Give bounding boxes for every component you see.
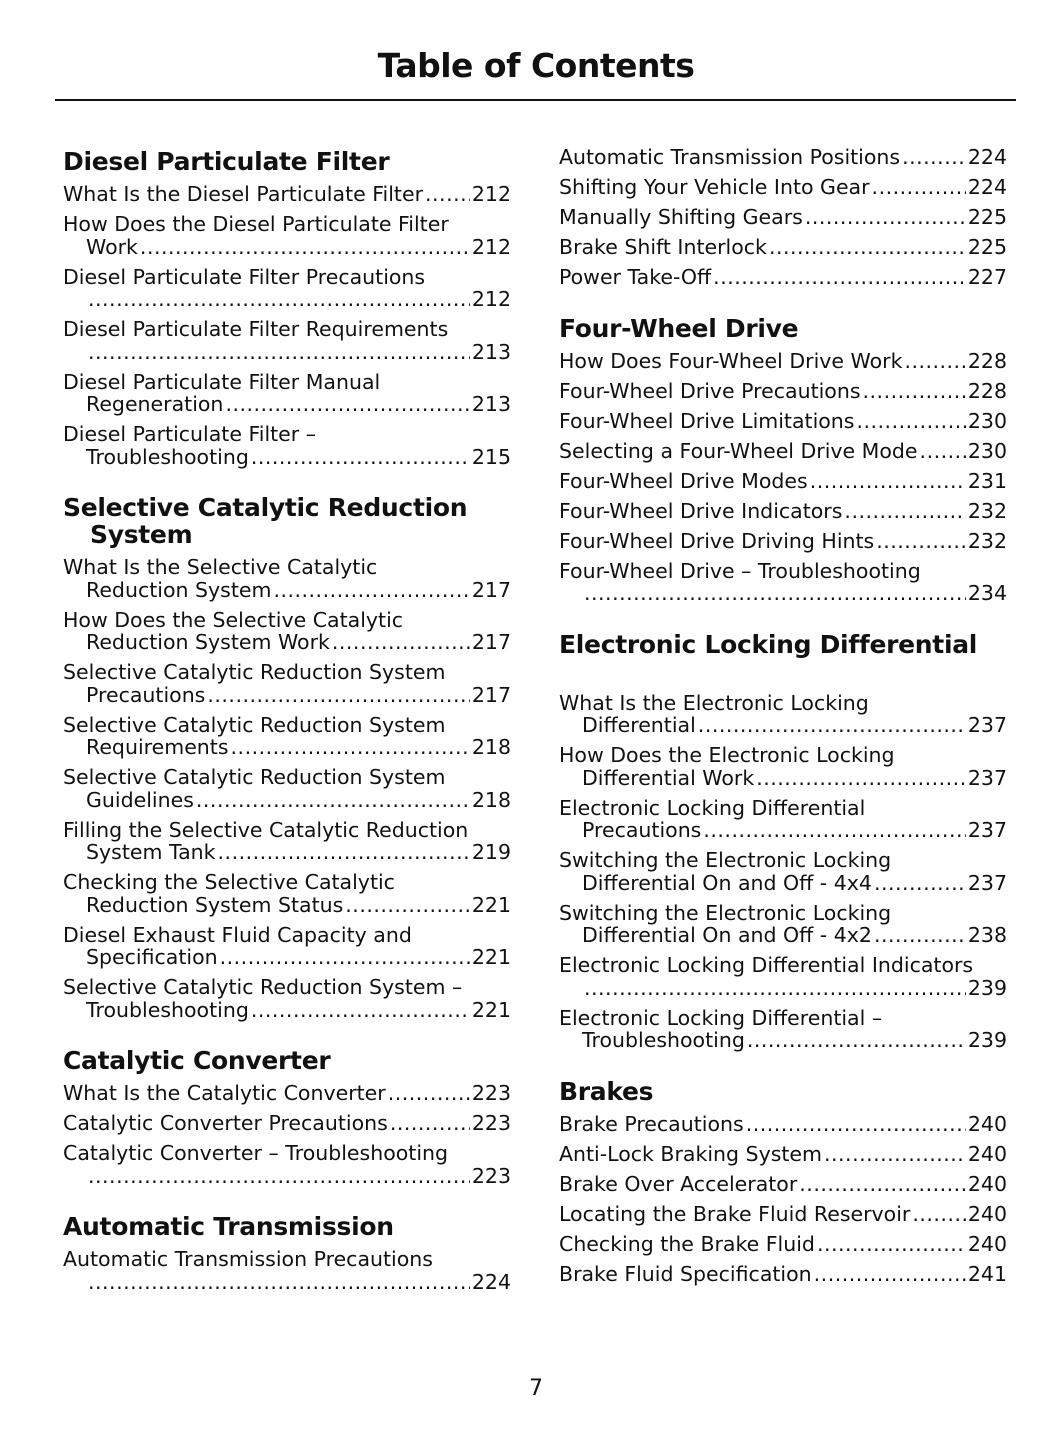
toc-entry-title: Selecting a Four-Wheel Drive Mode [559, 438, 918, 463]
toc-entry-line [559, 236, 1007, 259]
toc-entry[interactable] [63, 1082, 511, 1105]
toc-entry-line [63, 1271, 511, 1294]
toc-entry-title: Diesel Particulate Filter Precautions [63, 264, 426, 289]
dot-leader [817, 1233, 966, 1256]
toc-entry-line [559, 819, 1007, 842]
toc-entry-line [63, 1112, 511, 1135]
toc-entry-line [63, 841, 511, 864]
toc-entry-line [559, 1263, 1007, 1286]
toc-entry-line [63, 946, 511, 969]
dot-leader [88, 341, 470, 364]
toc-entry-title: Checking the Selective Catalytic [63, 870, 395, 894]
toc-page-number[interactable]: 219 [471, 840, 511, 864]
toc-entry[interactable] [63, 1142, 511, 1187]
toc-page-number[interactable]: 232 [967, 498, 1007, 523]
toc-entry-title-continuation: Troubleshooting [86, 444, 249, 469]
toc-page-number[interactable]: 230 [967, 438, 1007, 463]
toc-entry-title: How Does the Diesel Particulate Filter [63, 212, 449, 236]
toc-entry-line [559, 1113, 1007, 1136]
toc-entry[interactable] [63, 661, 511, 706]
toc-entry-line [559, 500, 1007, 523]
toc-entry-title: Manually Shifting Gears [559, 205, 803, 229]
toc-entry-title-continuation: Guidelines [86, 787, 194, 812]
toc-entry-title: How Does the Electronic Locking [559, 743, 895, 767]
toc-entry-line [559, 977, 1007, 1000]
toc-entry-title: Locating the Brake Fluid Reservoir [559, 1201, 911, 1226]
toc-entry-title: Automatic Transmission Positions [559, 145, 901, 169]
toc-page-number[interactable]: 228 [967, 378, 1007, 403]
section-heading [63, 494, 511, 548]
dot-leader [756, 767, 966, 790]
toc-entry[interactable] [559, 1263, 1007, 1286]
section-heading-text: Catalytic Converter [63, 1046, 331, 1075]
toc-page-number[interactable]: 234 [967, 581, 1007, 605]
toc-column-left [63, 148, 511, 1301]
dot-leader [231, 736, 470, 759]
dot-leader [814, 1263, 966, 1286]
toc-entry-line [63, 236, 511, 259]
dot-leader [584, 582, 966, 605]
toc-entry-line [63, 631, 511, 654]
toc-entry-title: Automatic Transmission Precautions [63, 1247, 433, 1271]
dot-leader [425, 183, 470, 206]
toc-page-number[interactable]: 237 [967, 870, 1007, 895]
toc-entry[interactable] [559, 176, 1007, 199]
toc-entry-line [559, 470, 1007, 493]
dot-leader [856, 410, 965, 433]
toc-entry-line [63, 341, 511, 364]
toc-entry[interactable] [559, 470, 1007, 493]
toc-entry[interactable] [63, 766, 511, 811]
toc-entry-line [559, 1203, 1007, 1226]
toc-page-number[interactable]: 213 [471, 339, 511, 364]
dot-leader [88, 1165, 470, 1188]
toc-page-number[interactable]: 240 [967, 1201, 1007, 1226]
dot-leader [713, 266, 966, 289]
toc-page-number[interactable]: 225 [967, 205, 1007, 229]
toc-entry-line [63, 894, 511, 917]
toc-page-number[interactable]: 241 [967, 1261, 1007, 1286]
dot-leader [746, 1113, 966, 1136]
toc-entry-title: Selective Catalytic Reduction System [63, 712, 446, 737]
dot-leader [844, 500, 965, 523]
toc-page-number[interactable]: 217 [471, 577, 511, 602]
toc-entry-title: Diesel Particulate Filter Requirements [63, 317, 449, 341]
toc-entry[interactable] [63, 714, 511, 759]
toc-entry[interactable] [559, 500, 1007, 523]
dot-leader [904, 350, 965, 373]
toc-entry-line [63, 288, 511, 311]
toc-entry[interactable] [559, 1113, 1007, 1136]
dot-leader [88, 288, 470, 311]
toc-entry-title: How Does the Selective Catalytic [63, 607, 404, 632]
toc-entry[interactable] [63, 213, 511, 258]
toc-entry[interactable] [559, 797, 1007, 842]
toc-entry[interactable] [63, 871, 511, 916]
toc-entry[interactable] [559, 530, 1007, 553]
toc-entry-title: Shifting Your Vehicle Into Gear [559, 175, 870, 199]
toc-entry-title: Brake Fluid Specification [559, 1261, 812, 1286]
toc-entry[interactable] [63, 183, 511, 206]
toc-entry-title: What Is the Catalytic Converter [63, 1081, 386, 1105]
toc-page-number[interactable]: 223 [471, 1163, 511, 1188]
toc-entry-line [559, 582, 1007, 605]
toc-page-number[interactable]: 213 [471, 392, 511, 416]
toc-entry-title: Electronic Locking Differential Indicators [559, 953, 974, 977]
section-heading-continuation: System [90, 520, 193, 549]
toc-entry[interactable] [63, 924, 511, 969]
toc-entry-title: Switching the Electronic Locking [559, 900, 892, 925]
section-heading [63, 1047, 511, 1074]
toc-entry[interactable] [559, 410, 1007, 433]
toc-entry-line [63, 789, 511, 812]
toc-page-number[interactable]: 230 [967, 408, 1007, 433]
dot-leader [345, 894, 470, 917]
toc-entry-title-continuation: Requirements [86, 735, 229, 759]
section-heading-text: Diesel Particulate Filter [63, 147, 390, 176]
toc-page-number[interactable]: 225 [967, 235, 1007, 259]
toc-entry-title: Four-Wheel Drive Driving Hints [559, 528, 875, 553]
toc-entry-line [63, 1165, 511, 1188]
toc-entry-title: Diesel Particulate Filter – [63, 422, 316, 446]
dot-leader [251, 999, 470, 1022]
toc-entry-title: Checking the Brake Fluid [559, 1231, 815, 1256]
toc-entry-title-continuation: Regeneration [86, 392, 224, 416]
toc-entry-line [559, 380, 1007, 403]
toc-page-number[interactable]: 221 [471, 997, 511, 1022]
section-heading-text: Automatic Transmission [63, 1212, 394, 1241]
toc-entry-title-continuation: Reduction System Status [86, 892, 344, 917]
toc-entry-title: Brake Over Accelerator [559, 1171, 798, 1196]
toc-entry-title: Catalytic Converter Precautions [63, 1111, 388, 1135]
dot-leader [388, 1082, 470, 1105]
toc-page-number[interactable]: 217 [471, 630, 511, 654]
toc-entry-title: How Does Four-Wheel Drive Work [559, 348, 903, 373]
dot-leader [863, 380, 966, 403]
dot-leader [747, 1029, 966, 1052]
toc-entry-title: Four-Wheel Drive Indicators [559, 498, 843, 523]
toc-page-number[interactable]: 240 [967, 1231, 1007, 1256]
toc-entry-title: Electronic Locking Differential – [559, 1005, 883, 1030]
toc-entry-line [559, 530, 1007, 553]
toc-page-number[interactable]: 221 [471, 892, 511, 917]
dot-leader [874, 924, 966, 947]
toc-page-number[interactable]: 231 [967, 468, 1007, 493]
toc-entry-title: Electronic Locking Differential [559, 795, 866, 820]
dot-leader [703, 819, 965, 842]
dot-leader [220, 946, 470, 969]
dot-leader [872, 176, 966, 199]
toc-entry-line [559, 872, 1007, 895]
dot-leader [390, 1112, 470, 1135]
toc-entry-line [63, 393, 511, 416]
toc-entry[interactable] [559, 440, 1007, 463]
toc-entry[interactable] [63, 609, 511, 654]
dot-leader [876, 530, 966, 553]
dot-leader [207, 684, 469, 707]
toc-entry[interactable] [559, 744, 1007, 789]
toc-entry[interactable] [63, 318, 511, 363]
title-divider [55, 99, 1016, 101]
toc-entry-line [559, 206, 1007, 229]
toc-entry-line [63, 579, 511, 602]
toc-entry-title: Switching the Electronic Locking [559, 848, 892, 872]
toc-entry-title-continuation: Specification [86, 945, 218, 969]
toc-entry-title: Catalytic Converter – Troubleshooting [63, 1141, 449, 1165]
toc-entry-line [559, 1029, 1007, 1052]
toc-page-number[interactable]: 232 [967, 528, 1007, 553]
toc-entry-line [63, 999, 511, 1022]
toc-entry-title: Selective Catalytic Reduction System [63, 660, 446, 684]
toc-page-number[interactable]: 223 [471, 1081, 511, 1105]
toc-entry[interactable] [63, 976, 511, 1021]
toc-entry-title-continuation: System Tank [86, 840, 216, 864]
toc-entry[interactable] [559, 1007, 1007, 1052]
section-heading [63, 148, 511, 175]
toc-entry-line [559, 924, 1007, 947]
dot-leader [902, 146, 966, 169]
toc-page-number[interactable]: 237 [967, 765, 1007, 790]
toc-entry-title-continuation: Reduction System [86, 577, 272, 602]
dot-leader [874, 872, 966, 895]
toc-entry[interactable] [559, 266, 1007, 289]
toc-entry[interactable] [63, 556, 511, 601]
toc-entry-line [559, 266, 1007, 289]
toc-page-number[interactable]: 240 [967, 1171, 1007, 1196]
toc-page-number[interactable]: 224 [967, 175, 1007, 199]
dot-leader [140, 236, 470, 259]
toc-entry-title-continuation: Differential On and Off - 4x4 [582, 870, 872, 895]
section-heading [559, 1078, 1007, 1105]
toc-entry-line [63, 183, 511, 206]
toc-entry-line [63, 1082, 511, 1105]
toc-entry[interactable] [63, 1112, 511, 1135]
toc-entry-line [559, 146, 1007, 169]
section-heading [63, 1213, 511, 1240]
dot-leader [332, 631, 470, 654]
dot-leader [88, 1271, 470, 1294]
dot-leader [251, 446, 470, 469]
toc-page-number[interactable]: 240 [967, 1111, 1007, 1136]
toc-entry-line [559, 1173, 1007, 1196]
dot-leader [799, 1173, 966, 1196]
toc-entry-title: Four-Wheel Drive – Troubleshooting [559, 558, 921, 583]
toc-entry-title: Four-Wheel Drive Modes [559, 468, 808, 493]
toc-entry-title-continuation: Differential On and Off - 4x2 [582, 923, 872, 947]
toc-entry-title: Power Take-Off [559, 265, 712, 289]
toc-entry[interactable] [559, 902, 1007, 947]
toc-entry-title-continuation: Differential Work [582, 765, 755, 790]
dot-leader [920, 440, 966, 463]
toc-entry[interactable] [559, 206, 1007, 229]
toc-entry-title: Diesel Exhaust Fluid Capacity and [63, 922, 412, 947]
toc-entry-title: Brake Shift Interlock [559, 235, 767, 259]
section-heading-text: Four-Wheel Drive [559, 313, 799, 343]
dot-leader [805, 206, 966, 229]
toc-entry[interactable] [559, 350, 1007, 373]
toc-page-number[interactable]: 227 [967, 265, 1007, 289]
toc-entry-line [559, 1233, 1007, 1256]
toc-page-number[interactable]: 215 [471, 444, 511, 469]
toc-entry-title: What Is the Electronic Locking [559, 690, 869, 715]
toc-page-number[interactable]: 228 [967, 348, 1007, 373]
toc-entry-title: Brake Precautions [559, 1111, 744, 1136]
page-title: Table of Contents [377, 46, 695, 85]
toc-page-number[interactable]: 221 [471, 945, 511, 969]
toc-entry[interactable] [559, 146, 1007, 169]
toc-entry-line [63, 684, 511, 707]
toc-page-number[interactable]: 224 [967, 145, 1007, 169]
dot-leader [824, 1143, 966, 1166]
toc-entry-line [559, 767, 1007, 790]
dot-leader [218, 841, 470, 864]
toc-entry[interactable] [559, 1143, 1007, 1166]
toc-entry-title: Four-Wheel Drive Precautions [559, 378, 861, 403]
section-heading-text: Brakes [559, 1076, 654, 1106]
toc-entry[interactable] [559, 1203, 1007, 1226]
toc-page-number[interactable]: 237 [967, 818, 1007, 842]
toc-page-number[interactable]: 218 [471, 735, 511, 759]
section-heading-text: Electronic Locking Differential [559, 629, 978, 659]
toc-entry[interactable] [63, 371, 511, 416]
toc-page-number[interactable]: 217 [471, 682, 511, 707]
toc-entry-title-continuation: Work [86, 234, 138, 259]
toc-entry-title: Selective Catalytic Reduction System – [63, 975, 463, 999]
toc-entry[interactable] [559, 692, 1007, 737]
toc-page-number[interactable]: 212 [471, 287, 511, 311]
toc-entry[interactable] [63, 423, 511, 468]
toc-page-number[interactable]: 212 [471, 234, 511, 259]
toc-entry-title-continuation: Troubleshooting [86, 997, 249, 1022]
toc-entry-line [63, 446, 511, 469]
toc-page-number[interactable]: 218 [471, 787, 511, 812]
toc-entry-title: Selective Catalytic Reduction System [63, 765, 446, 789]
dot-leader [584, 977, 966, 1000]
section-heading-text: Selective Catalytic Reduction [63, 493, 468, 522]
toc-page-number[interactable]: 239 [967, 1028, 1007, 1052]
toc-entry[interactable] [63, 1248, 511, 1293]
toc-entry-line [63, 736, 511, 759]
toc-entry-line [559, 350, 1007, 373]
toc-page-number[interactable]: 212 [471, 182, 511, 206]
toc-page-number[interactable]: 224 [471, 1269, 511, 1294]
toc-page-number[interactable]: 237 [967, 713, 1007, 737]
toc-entry[interactable] [63, 266, 511, 311]
toc-page-number[interactable]: 239 [967, 975, 1007, 1000]
toc-entry[interactable] [559, 560, 1007, 605]
toc-entry-line [559, 410, 1007, 433]
dot-leader [769, 236, 966, 259]
toc-entry-title-continuation: Differential [582, 713, 696, 737]
toc-entry-line [559, 1143, 1007, 1166]
dot-leader [912, 1203, 966, 1226]
toc-entry[interactable] [559, 954, 1007, 999]
page-number: 7 [529, 1376, 543, 1401]
toc-entry-line [559, 176, 1007, 199]
toc-entry-line [559, 440, 1007, 463]
toc-entry[interactable] [559, 380, 1007, 403]
toc-entry-title-continuation: Troubleshooting [582, 1028, 745, 1052]
toc-column-right [559, 146, 1007, 1293]
toc-entry-title: Filling the Selective Catalytic Reduction [63, 817, 469, 842]
toc-entry-line [559, 714, 1007, 737]
section-heading [559, 631, 1007, 658]
toc-entry-title-continuation: Precautions [86, 682, 206, 707]
toc-page-number[interactable]: 223 [471, 1111, 511, 1135]
dot-leader [273, 579, 469, 602]
dot-leader [225, 393, 469, 416]
toc-entry-title: What Is the Diesel Particulate Filter [63, 182, 424, 206]
toc-entry-title: What Is the Selective Catalytic [63, 555, 378, 579]
dot-leader [196, 789, 470, 812]
toc-entry[interactable] [559, 1233, 1007, 1256]
section-heading [559, 315, 1007, 342]
toc-entry[interactable] [559, 236, 1007, 259]
toc-entry[interactable] [63, 819, 511, 864]
dot-leader [698, 714, 966, 737]
toc-entry-title: Four-Wheel Drive Limitations [559, 408, 855, 433]
toc-page-number[interactable]: 240 [967, 1141, 1007, 1166]
toc-page-number[interactable]: 238 [967, 923, 1007, 947]
toc-entry[interactable] [559, 849, 1007, 894]
toc-entry-title: Diesel Particulate Filter Manual [63, 369, 381, 394]
dot-leader [810, 470, 966, 493]
toc-entry-title-continuation: Reduction System Work [86, 630, 330, 654]
toc-entry[interactable] [559, 1173, 1007, 1196]
toc-entry-title-continuation: Precautions [582, 818, 702, 842]
toc-entry-title: Anti-Lock Braking System [559, 1141, 822, 1166]
